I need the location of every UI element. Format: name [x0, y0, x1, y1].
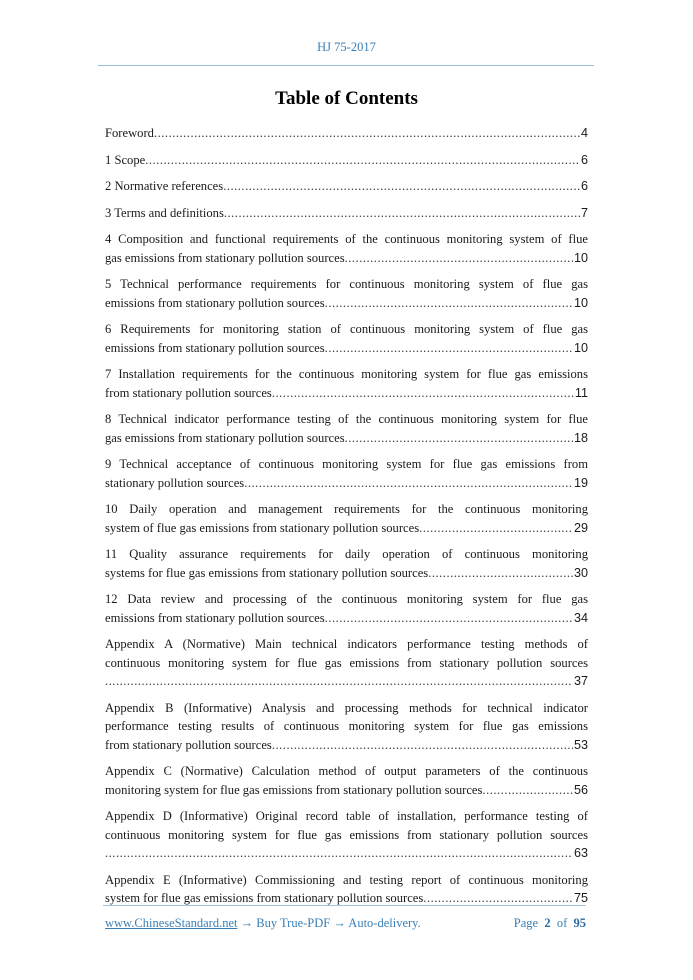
toc-entry-title-line: continuous monitoring system for flue gas emissions from stationary pollution sources	[105, 827, 588, 842]
dot-leader	[272, 736, 573, 755]
dot-leader	[154, 124, 580, 143]
toc-entry-title: Foreword	[105, 126, 154, 140]
toc-entry[interactable]	[105, 699, 588, 755]
dot-leader	[345, 249, 573, 268]
toc-page-number: 10	[573, 250, 588, 265]
toc-entry-title-line: Appendix D (Informative) Original record table of installation, performance testing of	[105, 809, 588, 823]
toc-entry[interactable]	[105, 151, 588, 170]
toc-entry[interactable]	[105, 365, 588, 402]
toc-entry-title-line: Appendix C (Normative) Calculation method of output parameters of the continuous	[105, 764, 588, 778]
toc-entry-title-line: Appendix B (Informative) Analysis and processing methods for technical indicator	[105, 700, 588, 715]
toc-entry[interactable]	[105, 762, 588, 799]
toc-entry-title-line: 10 Daily operation and management requirements for the continuous monitoring	[105, 502, 588, 516]
toc-entry[interactable]	[105, 230, 588, 267]
toc-entry[interactable]	[105, 177, 588, 196]
dot-leader	[325, 339, 573, 358]
toc-page-number: 34	[573, 610, 588, 625]
toc-entry-title-line: 7 Installation requirements for the continuous monitoring system for flue gas emissions	[105, 367, 588, 381]
toc-entry-title: from stationary pollution sources	[105, 737, 272, 752]
toc-entry-title: 1 Scope	[105, 152, 146, 167]
toc-page-number: 4	[580, 126, 588, 140]
toc-entry[interactable]	[105, 545, 588, 582]
page-title: Table of Contents	[275, 88, 418, 109]
toc-entry[interactable]	[105, 124, 588, 143]
total-pages: 95	[573, 916, 586, 930]
footer-promo	[105, 916, 421, 931]
toc-page-number: 10	[573, 295, 588, 310]
toc-entry-title-line: 9 Technical acceptance of continuous monitoring system for flue gas emissions from	[105, 457, 588, 471]
toc-entry[interactable]	[105, 590, 588, 627]
toc-entry[interactable]	[105, 635, 588, 691]
toc-entry-title-line: performance testing results of continuous monitoring system for flue gas emissions	[105, 719, 588, 733]
dot-leader	[325, 294, 573, 313]
toc-entry-title: system of flue gas emissions from stationary pollution sources	[105, 520, 420, 535]
table-of-contents	[105, 124, 588, 916]
toc-entry-title: from stationary pollution sources	[105, 385, 272, 400]
toc-page-number: 6	[580, 179, 588, 193]
toc-entry-title: 3 Terms and definitions	[105, 205, 224, 220]
toc-entry[interactable]	[105, 807, 588, 863]
toc-entry-title-line: 8 Technical indicator performance testing of the continuous monitoring system for flue	[105, 412, 588, 426]
dot-leader	[482, 781, 573, 800]
toc-page-number: 56	[573, 782, 588, 797]
toc-entry[interactable]	[105, 275, 588, 312]
header-divider	[98, 65, 594, 66]
toc-page-number: 6	[580, 152, 588, 167]
toc-entry-title: stationary pollution sources	[105, 475, 245, 490]
toc-page-number: 75	[573, 891, 588, 905]
toc-entry-title: gas emissions from stationary pollution sources	[105, 250, 345, 265]
dot-leader	[272, 384, 574, 403]
toc-page-number: 11	[574, 385, 588, 400]
toc-page-number: 29	[573, 520, 588, 535]
toc-page-number: 18	[573, 430, 588, 445]
toc-entry-title: gas emissions from stationary pollution sources	[105, 430, 345, 445]
toc-entry-title-line: 4 Composition and functional requirements of the continuous monitoring system of flue	[105, 232, 588, 246]
toc-page-number: 37	[573, 674, 588, 688]
toc-entry[interactable]	[105, 871, 588, 908]
toc-page-number: 7	[580, 205, 588, 220]
page-indicator: Page 2 of 95	[513, 916, 586, 930]
document-id-header: HJ 75-2017	[317, 40, 376, 54]
toc-entry[interactable]	[105, 320, 588, 357]
current-page: 2	[544, 916, 551, 930]
toc-entry-title: system for flue gas emissions from stationary pollution sources	[105, 891, 424, 905]
toc-entry-title: systems for flue gas emissions from stationary pollution sources	[105, 565, 429, 580]
toc-page-number: 63	[573, 846, 588, 860]
toc-entry-title: emissions from stationary pollution sources	[105, 610, 325, 625]
dot-leader	[419, 519, 573, 538]
toc-entry-title: monitoring system for flue gas emissions from stationary pollution sources	[105, 782, 483, 797]
dot-leader	[105, 844, 573, 863]
toc-entry[interactable]	[105, 500, 588, 537]
dot-leader	[244, 474, 573, 493]
footer	[105, 916, 586, 931]
toc-page-number: 30	[573, 565, 588, 580]
website-link[interactable]: www.ChineseStandard.net	[105, 916, 238, 930]
toc-entry[interactable]	[105, 204, 588, 223]
toc-page-number: 19	[573, 475, 588, 490]
toc-entry-title-line: 11 Quality assurance requirements for daily operation of continuous monitoring	[105, 547, 588, 561]
toc-entry[interactable]	[105, 410, 588, 447]
toc-entry-title-line: Appendix A (Normative) Main technical indicators performance testing methods of	[105, 637, 588, 651]
toc-page-number: 53	[573, 737, 588, 752]
toc-page-number: 10	[573, 340, 588, 355]
dot-leader	[345, 429, 573, 448]
promo-text: → Buy True-PDF → Auto-delivery.	[237, 916, 421, 930]
toc-entry-title-line: Appendix E (Informative) Commissioning and testing report of continuous monitoring	[105, 872, 588, 887]
dot-leader	[224, 204, 580, 223]
toc-entry-title-line: 6 Requirements for monitoring station of continuous monitoring system of flue gas	[105, 322, 588, 336]
toc-entry-title: emissions from stationary pollution sources	[105, 295, 325, 310]
footer-divider	[103, 905, 586, 906]
toc-entry-title-line: 12 Data review and processing of the continuous monitoring system for flue gas	[105, 592, 588, 606]
dot-leader	[145, 151, 580, 170]
dot-leader	[428, 564, 573, 583]
toc-entry-title-line: continuous monitoring system for flue gas emissions from stationary pollution sources	[105, 655, 588, 670]
dot-leader	[105, 672, 573, 691]
dot-leader	[325, 609, 573, 628]
toc-entry-title: 2 Normative references	[105, 179, 224, 193]
toc-entry[interactable]	[105, 455, 588, 492]
dot-leader	[223, 177, 580, 196]
toc-entry-title-line: 5 Technical performance requirements for continuous monitoring system of flue gas	[105, 277, 588, 291]
toc-entry-title: emissions from stationary pollution sources	[105, 340, 325, 355]
